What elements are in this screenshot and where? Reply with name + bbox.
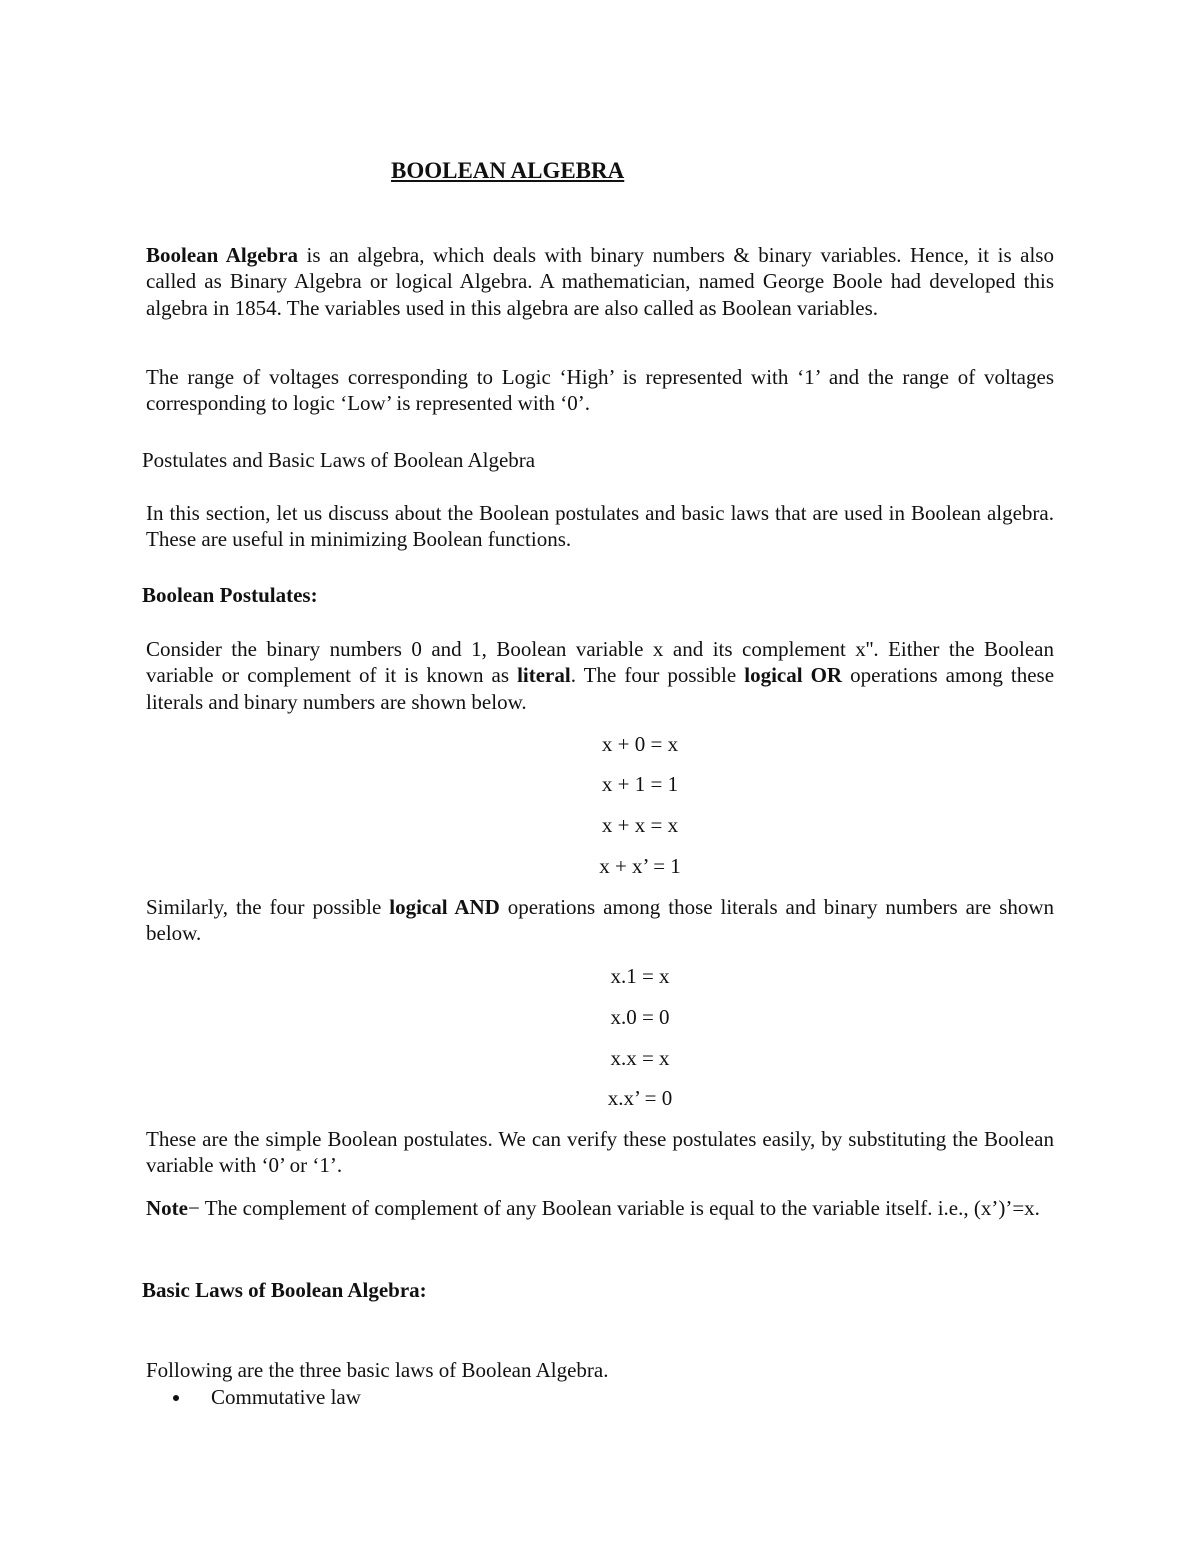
note-label: Note — [146, 1196, 188, 1220]
or-equation: x + x = x — [601, 813, 679, 837]
note-text: − The complement of complement of any Boolean variable is equal to the variable itself. i.e., (x’)’=x. — [187, 1196, 1040, 1220]
laws-intro: Following are the three basic laws of Boolean Algebra. — [146, 1358, 609, 1382]
note-paragraph — [146, 1195, 1054, 1221]
or-equation: x + 1 = 1 — [601, 772, 679, 796]
or-text-3: operations among these literals and binary numbers are shown below. — [146, 663, 1055, 714]
and-equation: x.0 = 0 — [610, 1005, 670, 1029]
postulates-heading: Boolean Postulates: — [142, 583, 318, 607]
voltage-paragraph: The range of voltages corresponding to Logic ‘High’ is represented with ‘1’ and the range of voltages corresponding to logic ‘Low’ is represented with ‘0’. — [146, 365, 1054, 416]
intro-paragraph — [146, 242, 1054, 321]
literal-term: literal — [517, 663, 571, 688]
or-text-1: Consider the binary numbers 0 and 1, Boolean variable x and its complement x''. Either the Boolean variable or complement of it is known as — [146, 637, 1054, 688]
bullet-icon — [173, 1395, 179, 1401]
verify-paragraph: These are the simple Boolean postulates. We can verify these postulates easily, by substituting the Boolean variable with ‘0’ or ‘1’. — [146, 1127, 1054, 1178]
section-intro-paragraph: In this section, let us discuss about the Boolean postulates and basic laws that are used in Boolean algebra. These are useful in minimizing Boolean functions. — [146, 501, 1054, 552]
logical-or-term: logical OR — [744, 663, 843, 688]
and-equation: x.1 = x — [610, 964, 670, 988]
and-paragraph — [146, 894, 1054, 947]
logical-and-term: logical AND — [389, 895, 500, 919]
and-equation: x.x’ = 0 — [607, 1086, 673, 1110]
laws-heading: Basic Laws of Boolean Algebra: — [142, 1278, 427, 1302]
and-equation: x.x = x — [610, 1046, 670, 1070]
intro-term: Boolean Algebra — [146, 243, 299, 267]
and-text-2: operations among those literals and binary numbers are shown below. — [146, 895, 1055, 946]
or-equation: x + x’ = 1 — [599, 854, 681, 878]
list-item: Commutative law — [211, 1385, 361, 1409]
intro-text: is an algebra, which deals with binary numbers & binary variables. Hence, it is also called as Binary Algebra or logical Algebra. A mathematician, named George Boole had developed this algebra in 1854. The variables used in this algebra are also called as Boolean variables. — [146, 243, 1054, 320]
and-text-1: Similarly, the four possible — [146, 895, 390, 919]
or-equation: x + 0 = x — [601, 732, 679, 756]
or-text-2: . The four possible — [570, 663, 745, 688]
section-heading: Postulates and Basic Laws of Boolean Algebra — [142, 448, 536, 472]
or-paragraph — [146, 636, 1054, 715]
page-title: BOOLEAN ALGEBRA — [391, 158, 625, 183]
